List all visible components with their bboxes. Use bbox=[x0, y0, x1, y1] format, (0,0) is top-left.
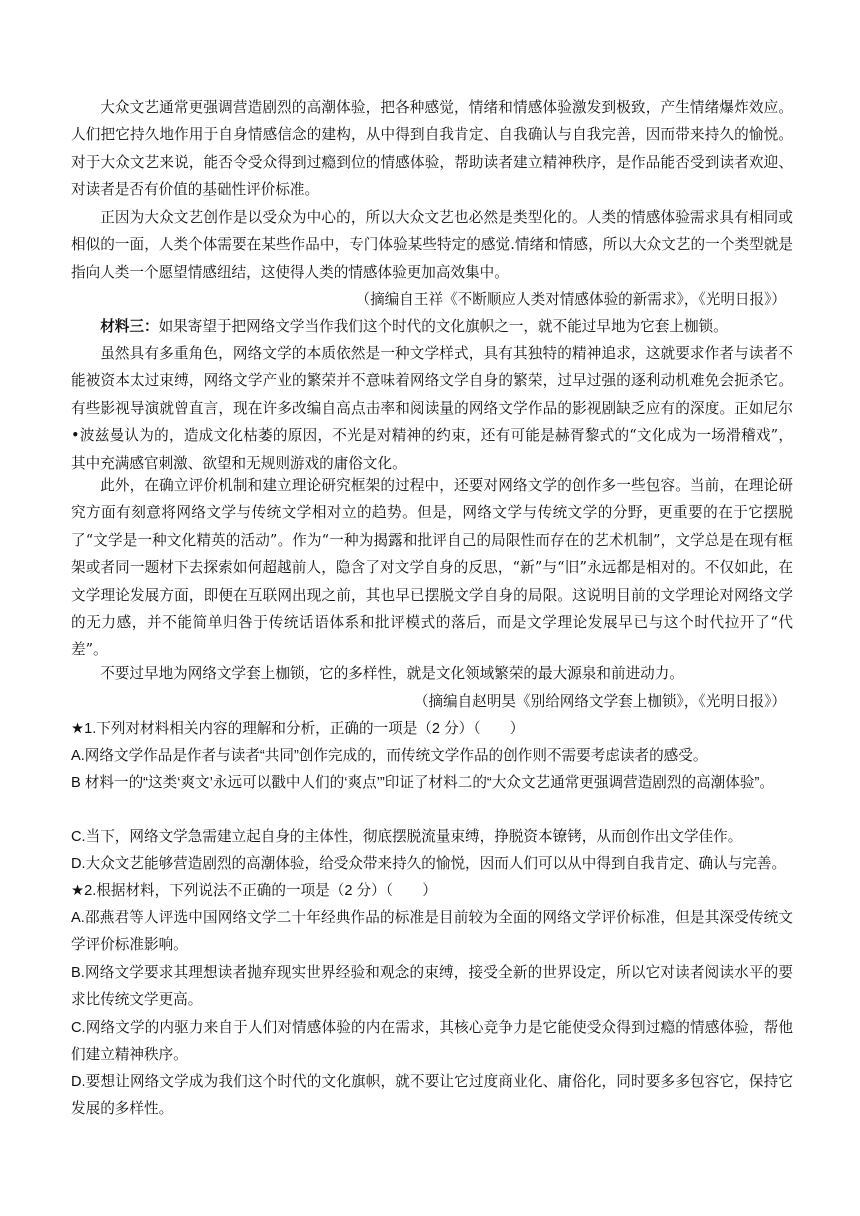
question-1-option-a: A.网络文学作品是作者与读者“共同”创作完成的，而传统文学作品的创作则不需要考虑读者的感受。 bbox=[71, 748, 708, 764]
question-2-option-a: A.邵燕君等人评选中国网络文学二十年经典作品的标准是目前较为全面的网络文学评价标准，但是其深受传统文学评价标准影响。 bbox=[71, 910, 793, 954]
material3-paragraph-4: 不要过早地为网络文学套上枷锁，它的多样性，就是文化领域繁荣的最大源泉和前进动力。 bbox=[100, 665, 684, 682]
material3-source: （摘编自赵明昊《别给网络文学套上枷锁》，《光明日报》） bbox=[413, 693, 786, 710]
question-1-option-d: D.大众文艺能够营造剧烈的高潮体验，给受众带来持久的愉悦，因而人们可以从中得到自我肯定、确认与完善。 bbox=[71, 856, 787, 872]
question-2-option-d: D.要想让网络文学成为我们这个时代的文化旗帜，就不要让它过度商业化、庸俗化，同时要多多包容它，保持它发展的多样性。 bbox=[71, 1074, 793, 1118]
material2-paragraph-2: 正因为大众文艺创作是以受众为中心的，所以大众文艺也必然是类型化的。人类的情感体验需求具有相同或相似的一面，人类个体需要在某些作品中，专门体验某些特定的感觉.情绪和情感，所以大众文艺的一个类型就是指向人类一个愿望情感纽结，这使得人类的情感体验更加高效集中。 bbox=[71, 209, 793, 281]
question-1-option-b: B 材料一的“这类‘爽文’永远可以戳中人们的‘爽点’”印证了材料二的“大众文艺通常更强调营造剧烈的高潮体验”。 bbox=[71, 775, 774, 791]
material3-intro: 如果寄望于把网络文学当作我们这个时代的文化旗帜之一，就不能过早地为它套上枷锁。 bbox=[158, 318, 728, 335]
material2-paragraph-1: 大众文艺通常更强调营造剧烈的高潮体验，把各种感觉，情绪和情感体验激发到极致，产生情绪爆炸效应。人们把它持久地作用于自身情感信念的建构，从中得到自我肯定、自我确认与自我完善，因而带来持久的愉悦。对于大众文艺来说，能否令受众得到过瘾到位的情感体验，帮助读者建立精神秩序，是作品能否受到读者欢迎、对读者是否有价值的基础性评价标准。 bbox=[71, 99, 793, 199]
question-2-option-c: C.网络文学的内驱力来自于人们对情感体验的内在需求，其核心竞争力是它能使受众得到过瘾的情感体验，帮他们建立精神秩序。 bbox=[71, 1020, 793, 1064]
question-1-option-c: C.当下，网络文学急需建立起自身的主体性，彻底摆脱流量束缚，挣脱资本镣铐，从而创作出文学佳作。 bbox=[71, 829, 743, 845]
question-2-stem: ★2.根据材料，下列说法不正确的一项是（2 分）（ ） bbox=[71, 883, 437, 899]
material3-paragraph-1 bbox=[71, 313, 793, 340]
material3-heading: 材料三： bbox=[100, 318, 159, 335]
question-2-option-b: B.网络文学要求其理想读者抛弃现实世界经验和观念的束缚，接受全新的世界设定，所以它对读者阅读水平的要求比传统文学更高。 bbox=[71, 965, 793, 1009]
question-1-stem: ★1.下列对材料相关内容的理解和分析，正确的一项是（2 分）（ ） bbox=[71, 721, 525, 737]
material3-paragraph-3: 此外，在确立评价机制和建立理论研究框架的过程中，还要对网络文学的创作多一些包容。当前，在理论研究方面有刻意将网络文学与传统文学相对立的趋势。但是，网络文学与传统文学的分野，更重要的在于它摆脱了“文学是一种文化精英的活动”。作为“一种为揭露和批评自己的局限性而存在的艺术机制”，文学总是在现有框架或者同一题材下去探索如何超越前人，隐含了对文学自身的反思，“新”与“旧”永远都是相对的。不仅如此，在文学理论发展方面，即便在互联网出现之前，其也早已摆脱文学自身的局限。这说明目前的文学理论对网络文学的无力感，并不能简单归咎于传统话语体系和批评模式的落后，而是文学理论发展早已与这个时代拉开了“代差”。 bbox=[71, 477, 793, 659]
material3-paragraph-2: 虽然具有多重角色，网络文学的本质依然是一种文学样式，具有其独特的精神追求，这就要求作者与读者不能被资本太过束缚，网络文学产业的繁荣并不意味着网络文学自身的繁荣，过早过强的逐利动机难免会扼杀它。有些影视导演就曾直言，现在许多改编自高点击率和阅读量的网络文学作品的影视剧缺乏应有的深度。正如尼尔•波兹曼认为的，造成文化枯萎的原因，不光是对精神的约束，还有可能是赫胥黎式的“文化成为一场滑稽戏”，其中充满感官刺激、欲望和无规则游戏的庸俗文化。 bbox=[71, 345, 793, 472]
material2-source: （摘编自王祥《不断顺应人类对情感体验的新需求》，《光明日报》） bbox=[355, 291, 786, 308]
